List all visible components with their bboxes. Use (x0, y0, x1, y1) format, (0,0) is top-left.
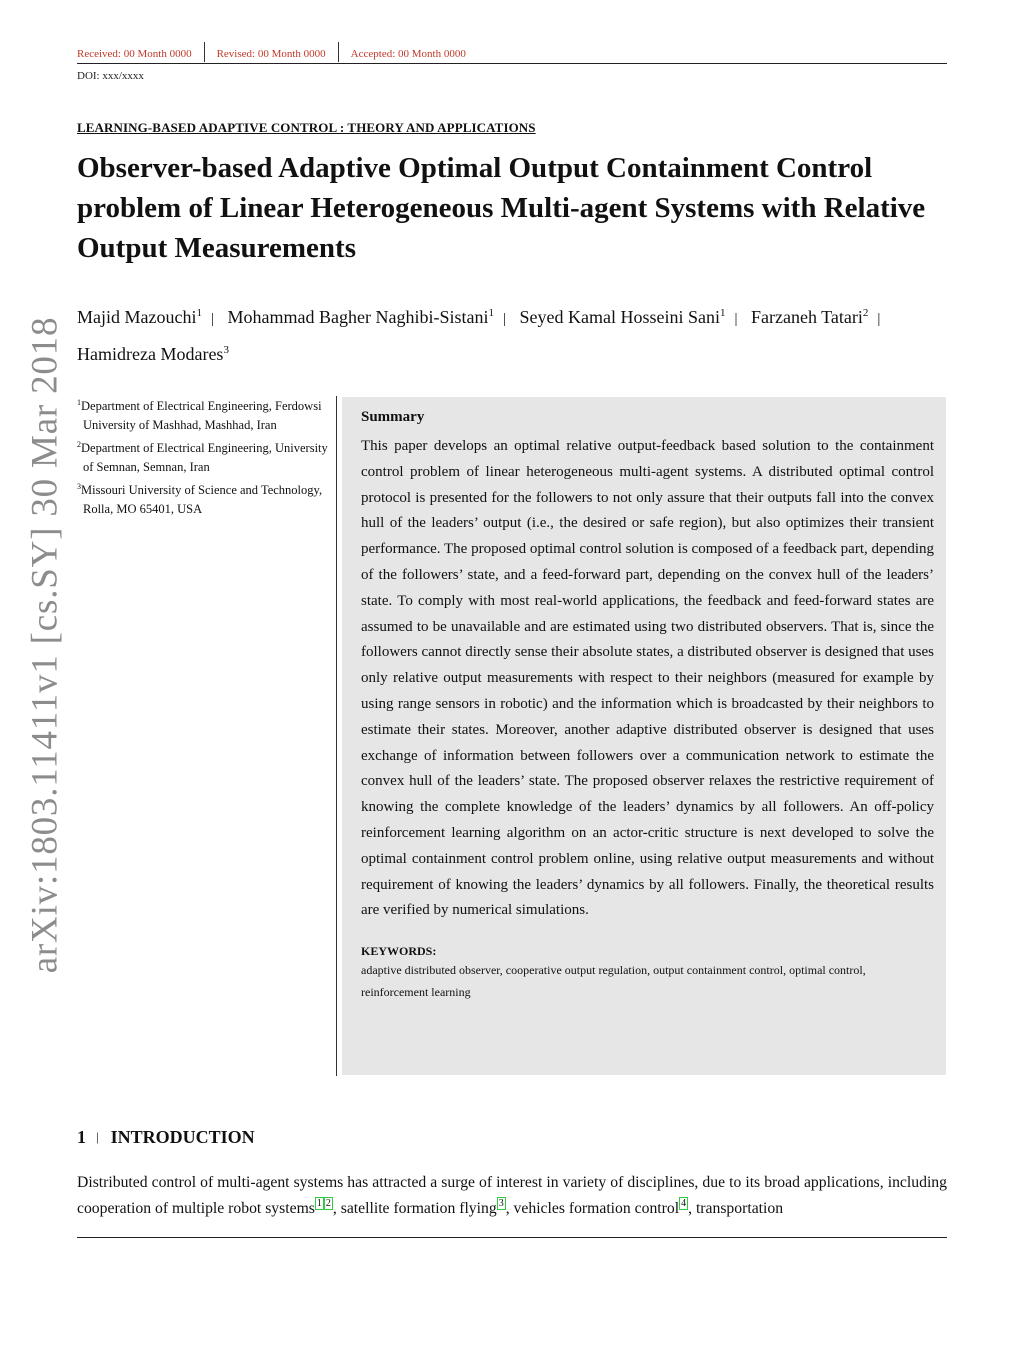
keywords-heading: KEYWORDS: (361, 944, 437, 959)
header-rule (77, 63, 947, 64)
citation-link[interactable]: 3 (498, 1198, 504, 1209)
received-date: Received: 00 Month 0000 (77, 47, 192, 60)
author-name: Hamidreza Modares (77, 344, 224, 364)
author-separator: | (210, 311, 214, 327)
author-name: Seyed Kamal Hosseini Sani (519, 307, 720, 327)
affiliation-number: 3 (77, 482, 81, 492)
keywords-text: adaptive distributed observer, cooperative output regulation, output containment control, optimal control, reinforcement learning (361, 963, 866, 1000)
affiliation-mark: 1 (488, 307, 494, 319)
submission-dates (77, 44, 947, 64)
date-separator (204, 42, 205, 62)
affiliation (77, 477, 329, 519)
section-title: INTRODUCTION (110, 1127, 255, 1147)
affiliation-text: Department of Electrical Engineering, University of Semnan, Semnan, Iran (81, 441, 328, 475)
affiliation-mark: 1 (196, 307, 202, 319)
citation-link[interactable]: 1 (316, 1198, 322, 1209)
introduction-paragraph (77, 1170, 947, 1222)
revised-date: Revised: 00 Month 0000 (216, 47, 326, 60)
author-separator: | (734, 311, 738, 327)
intro-text-segment: , satellite formation flying (332, 1200, 497, 1217)
article-category: LEARNING-BASED ADAPTIVE CONTROL : THEORY AND APPLICATIONS (77, 120, 536, 135)
affiliation (77, 435, 329, 477)
date-separator (338, 42, 339, 62)
affiliation-number: 2 (77, 440, 81, 450)
summary-box (342, 397, 946, 1075)
author-name: Majid Mazouchi (77, 307, 197, 327)
paper-title: Observer-based Adaptive Optimal Output Containment Control problem of Linear Heterogeneous Multi-agent Systems with Relative Output Measurements (77, 152, 926, 264)
accepted-date: Accepted: 00 Month 0000 (350, 47, 466, 60)
intro-text-segment: , transportation (688, 1200, 784, 1217)
affiliation-mark: 1 (719, 307, 726, 319)
intro-text-segment: , vehicles formation control (505, 1200, 680, 1217)
column-divider (336, 396, 337, 1076)
affiliation-number: 1 (77, 398, 81, 407)
author-separator: | (877, 311, 881, 327)
affiliation-mark: 2 (862, 307, 869, 319)
affiliation-text: Missouri University of Science and Technology, Rolla, MO 65401, USA (81, 483, 323, 517)
summary-heading: Summary (361, 409, 425, 425)
arxiv-stamp: arXiv:1803.11411v1 [cs.SY] 30 Mar 2018 (24, 316, 66, 974)
affiliation (77, 393, 329, 435)
affiliations (77, 393, 329, 519)
author-list (77, 298, 947, 370)
affiliation-text: Department of Electrical Engineering, Ferdowsi University of Mashhad, Mashhad, Iran (81, 399, 322, 433)
doi: DOI: xxx/xxxx (77, 70, 144, 82)
affiliation-mark: 3 (223, 344, 229, 356)
section-separator: | (96, 1129, 99, 1144)
author-name: Mohammad Bagher Naghibi-Sistani (227, 307, 489, 327)
footer-rule (77, 1237, 947, 1238)
section-heading-introduction (77, 1127, 255, 1148)
author-separator: | (502, 311, 506, 327)
section-number: 1 (77, 1127, 86, 1147)
intro-text-segment: Distributed control of multi-agent systems has attracted a surge of interest in variety of disciplines, due to its broad applications, including cooperation of multiple robot systems (77, 1174, 947, 1217)
author-name: Farzaneh Tatari (750, 307, 863, 327)
citation-link[interactable]: 2 (325, 1198, 331, 1209)
citation-link[interactable]: 4 (681, 1198, 687, 1209)
summary-text: This paper develops an optimal relative output-feedback based solution to the containment control problem of linear heterogeneous multi-agent systems. A distributed optimal control protocol is presented for the followers to not only assure that their outputs fall into the convex hull of the leaders’ output (i.e., the desired or safe region), but also optimizes their transient performance. The proposed optimal control solution is composed of a feedback part, depending of the followers’ state, and a feed-forward part, depending on the convex hull of the leaders’ state. To comply with most real-world applications, the feedback and feed-forward states are assumed to be unavailable and are estimated using two distributed observers. That is, since the followers cannot directly sense their absolute states, a distributed observer is designed that uses only relative output measurements with respect to their neighbors (measured for example by using range sensors in robotic) and the information which is broadcasted by their neighbors to estimate their states. Moreover, another adaptive distributed observer is designed that uses exchange of information between followers over a communication network to estimate the convex hull of the leaders’ state. The proposed observer relaxes the restrictive requirement of knowing the complete knowledge of the leaders’ dynamics by all followers. An off-policy reinforcement learning algorithm on an actor-critic structure is next developed to solve the optimal containment control problem online, using relative output measurements and without requirement of knowing the leaders’ dynamics by all followers. Finally, the theoretical results are verified by numerical simulations. (361, 438, 934, 919)
